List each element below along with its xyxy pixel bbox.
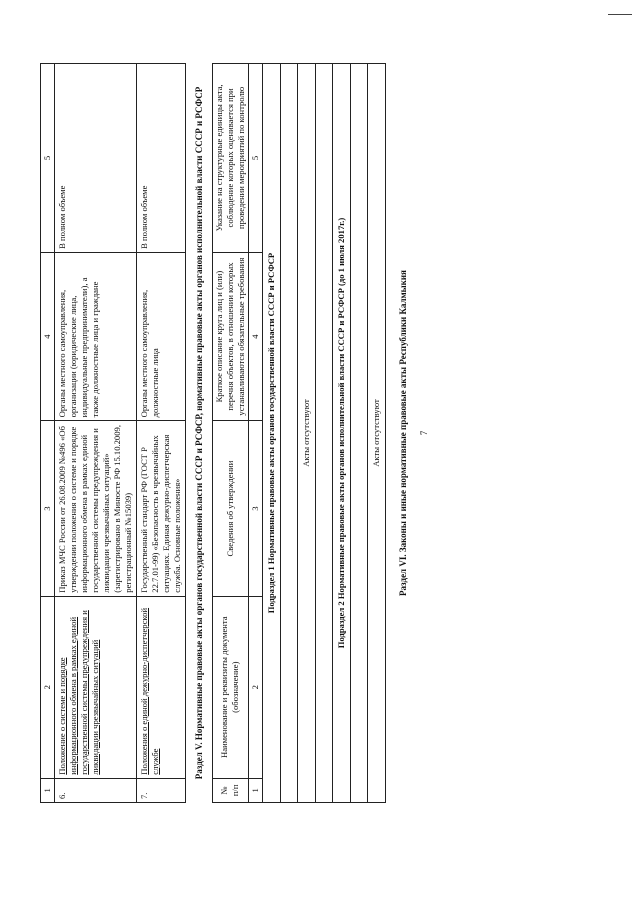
scope-indication: В полном объеме [55,63,137,252]
column-header: № п/п [212,778,248,802]
rotated-page [20,23,620,883]
corner-mark [608,14,632,15]
section-5-title: Раздел V. Нормативные правовые акты органов государственной власти СССР и РСФСР, нормативные правовые акты органов исполнительной власти СССР и РСФСР [194,86,204,779]
column-number: 1 [41,778,55,802]
subsection-2-row [332,63,350,802]
subsection-1-row [262,63,280,802]
top-table-header-row [41,63,55,802]
column-number: 2 [41,596,55,778]
column-number: 4 [248,252,262,421]
column-number: 1 [248,778,262,802]
empty-row [280,63,297,802]
subjects-description: Органы местного самоуправления, должностные лица [137,252,186,421]
document-name-link[interactable]: Положение о системе и порядке информационного обмена в рамках единой государственной системы предупреждения и ликвидации чрезвычайных ситуаций [55,596,137,778]
section-5-number-row [248,63,262,802]
subsection-1-status-row [297,63,315,802]
column-number: 4 [41,252,55,421]
scope-indication: В полном объеме [137,63,186,252]
section-5-header-row [212,63,248,802]
page-number: 7 [419,430,430,435]
column-number: 3 [248,420,262,595]
column-header: Сведения об утверждении [212,420,248,595]
column-number: 2 [248,596,262,778]
subsection-1-title: Подраздел 1 Нормативные правовые акты органов государственной власти СССР и РСФСР [262,63,280,802]
empty-row [315,63,332,802]
subsection-2-status: Акты отсутствуют [367,63,385,802]
empty-row [350,63,367,802]
row-number: 7. [137,778,186,802]
subsection-2-title: Подраздел 2 Нормативные правовые акты органов исполнительной власти СССР и РСФСР (до 1 июля 2017г.) [332,63,350,802]
column-number: 5 [248,63,262,252]
section-6-title: Раздел VI. Законы и иные нормативные правовые акты Республики Калмыкия [397,269,408,596]
subsection-2-status-row [367,63,385,802]
approval-info: Государственный стандарт РФ (ГОСТ Р 22.7.01-99) «Безопасность в чрезвычайных ситуациях. Единая дежурно-диспетчерская служба. Основные положения» [137,420,186,595]
column-header: Краткое описание круга лиц и (или) перечня объектов, в отношении которых устанавливаются обязательные требования [212,252,248,421]
table-row [137,63,186,802]
row-number: 6. [55,778,137,802]
column-number: 3 [41,420,55,595]
table-row [55,63,137,802]
section-5-table [212,63,386,803]
column-number: 5 [41,63,55,252]
subsection-1-status: Акты отсутствуют [297,63,315,802]
document-name-link[interactable]: Положения о единой дежурно-диспетчерской службе [137,596,186,778]
subjects-description: Органы местного самоуправления, организации (юридические лица, индивидуальные предприниматели), а также должностные лица и граждане [55,252,137,421]
column-header: Указание на структурные единицы акта, соблюдение которых оценивается при проведении мероприятий по контролю [212,63,248,252]
top-table [40,63,186,803]
approval-info: Приказ МЧС России от 26.08.2009 №496 «Об утверждении положения о системе и порядке информационного обмена в рамках единой государственной системы предупреждения и ликвидации чрезвычайных ситуаций» (зарегистрировано в Минюсте РФ 15.10.2009, регистрационный №15039) [55,420,137,595]
column-header: Наименование и реквизиты документа (обозначение) [212,596,248,778]
